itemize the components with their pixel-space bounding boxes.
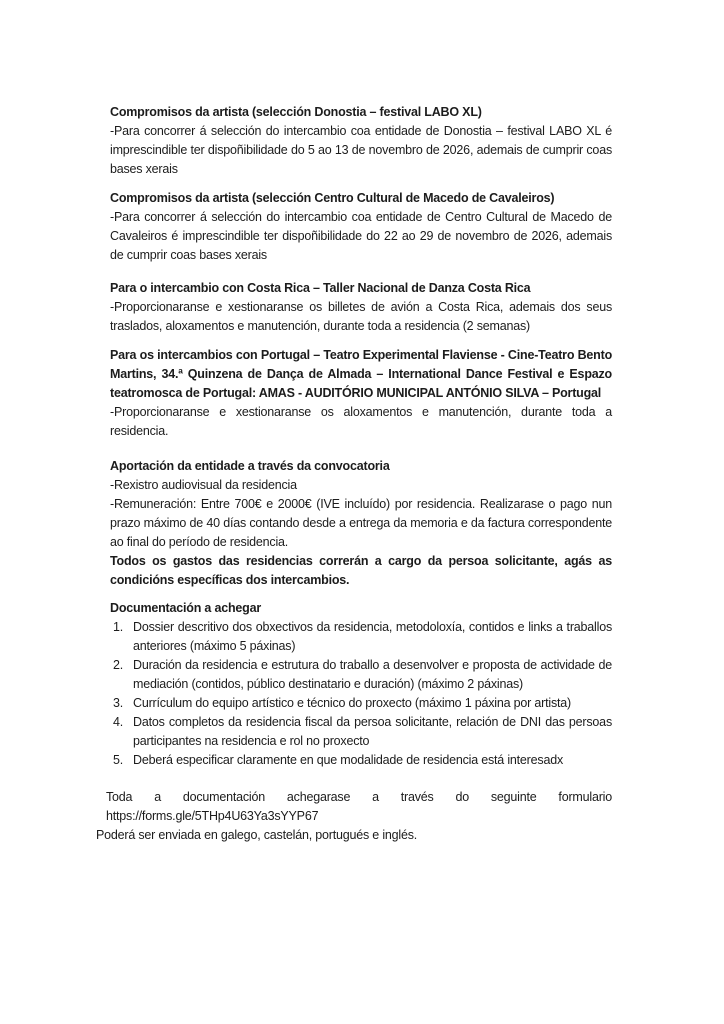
aportacion-rexistro-line: -Rexistro audiovisual da residencia — [110, 478, 297, 492]
macedo-heading: Compromisos da artista (selección Centro Cultural de Macedo de Cavaleiros) — [110, 191, 555, 205]
list-item: Currículum do equipo artístico e técnico do proxecto (máximo 1 páxina por artista) — [133, 696, 571, 710]
documentation-list — [110, 618, 612, 770]
aportacion-heading: Aportación da entidade a través da convocatoria — [110, 459, 390, 473]
list-item: Duración da residencia e estrutura do traballo a desenvolver e proposta de actividade de mediación (contidos, público destinatario e duración) (máximo 2 páxinas) — [133, 658, 612, 691]
list-item: Dossier descritivo dos obxectivos da residencia, metodoloxía, contidos e links a traballos anteriores (máximo 5 páxinas) — [133, 620, 612, 653]
section-submission — [96, 788, 612, 845]
list-item: Deberá especificar claramente en que modalidade de residencia está interesadx — [133, 753, 564, 767]
section-donostia — [110, 103, 612, 179]
documentacion-heading: Documentación a achegar — [110, 601, 262, 615]
section-costa-rica — [110, 279, 612, 336]
donostia-heading: Compromisos da artista (selección Donostia – festival LABO XL) — [110, 105, 482, 119]
donostia-body: -Para concorrer á selección do intercambio coa entidade de Donostia – festival LABO XL é imprescindible ter dispoñibilidade do 5 ao 13 de novembro de 2026, ademais de cumprir coas bases xerais — [110, 124, 612, 176]
section-macedo — [110, 189, 612, 265]
document-content — [96, 103, 612, 845]
costa-rica-body: -Proporcionaranse e xestionaranse os billetes de avión a Costa Rica, ademais dos seus traslados, aloxamentos e manutención, durante toda a residencia (2 semanas) — [110, 300, 612, 333]
aportacion-remuneracion-paragraph: -Remuneración: Entre 700€ e 2000€ (IVE incluído) por residencia. Realizarase o pago nun prazo máximo de 40 días contando desde a entrega da memoria e da factura correspondente ao final do período de residencia. — [110, 497, 612, 549]
aportacion-bold-note: Todos os gastos das residencias correrán a cargo da persoa solicitante, agás as condicións específicas dos intercambios. — [110, 554, 612, 587]
form-url-link[interactable]: https://forms.gle/5THp4U63Ya3sYYP67 — [106, 809, 319, 823]
submission-text: Toda a documentación achegarase a través do seguinte formulario — [106, 790, 612, 804]
costa-rica-heading: Para o intercambio con Costa Rica – Taller Nacional de Danza Costa Rica — [110, 281, 531, 295]
languages-line: Poderá ser enviada en galego, castelán, portugués e inglés. — [96, 828, 418, 842]
portugal-heading: Para os intercambios con Portugal – Teatro Experimental Flaviense - Cine-Teatro Bento Martins, 34.ª Quinzena de Dança de Almada – International Dance Festival e Espazo teatromosca de Portugal: AMAS - AUDITÓRIO MUNICIPAL ANTÓNIO SILVA – Portugal — [110, 348, 612, 400]
portugal-body: -Proporcionaranse e xestionaranse os aloxamentos e manutención, durante toda a residencia. — [110, 405, 612, 438]
section-portugal — [110, 346, 612, 441]
section-aportacion — [110, 457, 612, 590]
macedo-body: -Para concorrer á selección do intercambio coa entidade de Centro Cultural de Macedo de Cavaleiros é imprescindible ter dispoñibilidade do 22 ao 29 de novembro de 2026, ademais de cumprir coas bases xerais — [110, 210, 612, 262]
submission-paragraph — [106, 788, 612, 826]
section-documentacion — [110, 599, 612, 770]
list-item: Datos completos da residencia fiscal da persoa solicitante, relación de DNI das persoas participantes na residencia e rol no proxecto — [133, 715, 612, 748]
